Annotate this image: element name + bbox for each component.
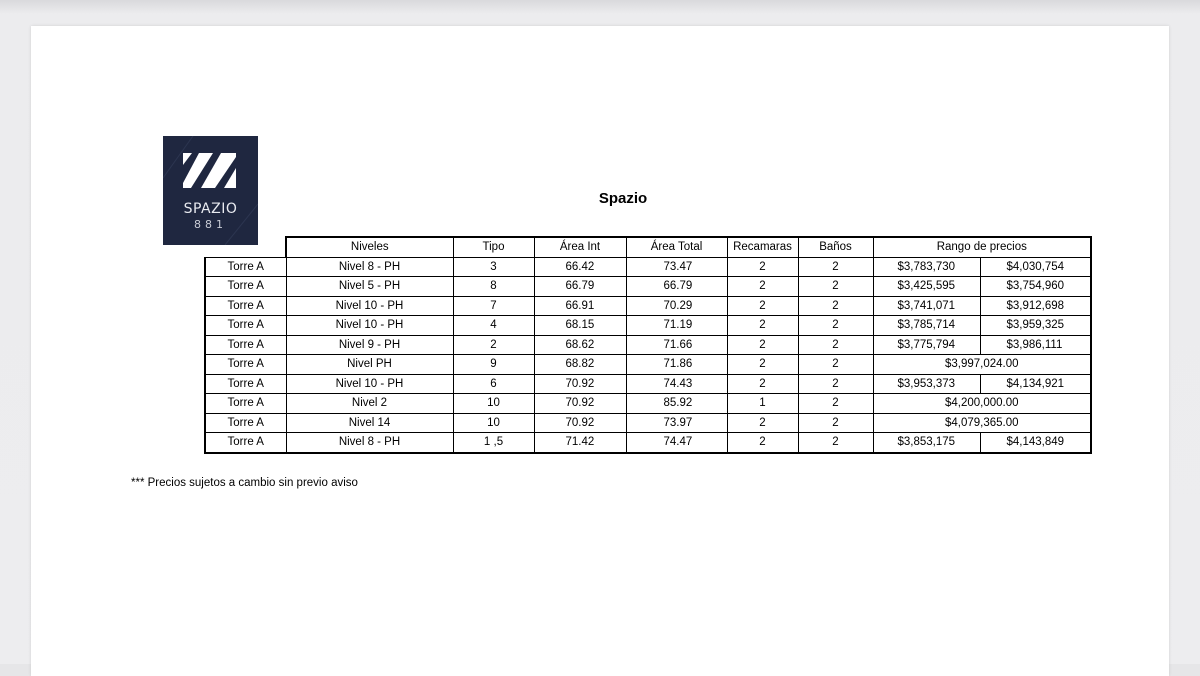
cell-area-total: 71.19	[626, 316, 727, 336]
cell-precio-min: $3,853,175	[873, 433, 980, 453]
cell-torre: Torre A	[205, 433, 286, 453]
table-header-row	[205, 237, 1091, 257]
cell-recamaras: 2	[727, 374, 798, 394]
cell-tipo: 9	[453, 355, 534, 375]
cell-area-int: 68.62	[534, 335, 626, 355]
cell-area-int: 66.91	[534, 296, 626, 316]
logo-wordmark: SPAZIO	[183, 201, 238, 217]
table-row	[205, 257, 1091, 277]
cell-banos: 2	[798, 277, 873, 297]
cell-tipo: 6	[453, 374, 534, 394]
cell-area-total: 70.29	[626, 296, 727, 316]
cell-area-total: 66.79	[626, 277, 727, 297]
cell-banos: 2	[798, 413, 873, 433]
cell-precio-min: $3,953,373	[873, 374, 980, 394]
cell-torre: Torre A	[205, 296, 286, 316]
document-title: Spazio	[598, 190, 648, 207]
cell-area-total: 74.43	[626, 374, 727, 394]
cell-banos: 2	[798, 316, 873, 336]
cell-precio-min: $3,741,071	[873, 296, 980, 316]
cell-area-total: 71.66	[626, 335, 727, 355]
cell-torre: Torre A	[205, 277, 286, 297]
cell-precio-min: $3,425,595	[873, 277, 980, 297]
cell-area-total: 73.97	[626, 413, 727, 433]
cell-precio-max: $3,959,325	[980, 316, 1091, 336]
cell-recamaras: 2	[727, 433, 798, 453]
cell-area-int: 70.92	[534, 374, 626, 394]
cell-banos: 2	[798, 335, 873, 355]
cell-precio-max: $3,986,111	[980, 335, 1091, 355]
header-banos: Baños	[798, 237, 873, 257]
cell-area-int: 66.42	[534, 257, 626, 277]
price-table	[204, 236, 1092, 454]
table-row	[205, 374, 1091, 394]
cell-area-total: 85.92	[626, 394, 727, 414]
cell-precio-max: $4,143,849	[980, 433, 1091, 453]
cell-precio-max: $3,912,698	[980, 296, 1091, 316]
cell-precio-unico: $4,079,365.00	[873, 413, 1091, 433]
header-niveles: Niveles	[286, 237, 453, 257]
cell-tipo: 10	[453, 394, 534, 414]
cell-tipo: 1 ,5	[453, 433, 534, 453]
cell-precio-unico: $3,997,024.00	[873, 355, 1091, 375]
cell-recamaras: 2	[727, 413, 798, 433]
cell-banos: 2	[798, 355, 873, 375]
cell-tipo: 2	[453, 335, 534, 355]
table-row	[205, 277, 1091, 297]
cell-area-int: 68.15	[534, 316, 626, 336]
cell-recamaras: 2	[727, 316, 798, 336]
cell-nivel: Nivel 8 - PH	[286, 433, 453, 453]
cell-banos: 2	[798, 374, 873, 394]
cell-recamaras: 2	[727, 257, 798, 277]
cell-torre: Torre A	[205, 374, 286, 394]
price-disclaimer: *** Precios sujetos a cambio sin previo aviso	[131, 477, 358, 489]
cell-precio-min: $3,775,794	[873, 335, 980, 355]
cell-nivel: Nivel 10 - PH	[286, 296, 453, 316]
cell-banos: 2	[798, 433, 873, 453]
cell-area-int: 68.82	[534, 355, 626, 375]
cell-tipo: 8	[453, 277, 534, 297]
table-row	[205, 335, 1091, 355]
cell-area-int: 70.92	[534, 413, 626, 433]
spazio-logo	[163, 136, 258, 245]
cell-torre: Torre A	[205, 335, 286, 355]
cell-torre: Torre A	[205, 413, 286, 433]
cell-precio-max: $3,754,960	[980, 277, 1091, 297]
cell-area-total: 74.47	[626, 433, 727, 453]
logo-number: 881	[194, 218, 227, 231]
cell-tipo: 3	[453, 257, 534, 277]
cell-area-total: 71.86	[626, 355, 727, 375]
cell-nivel: Nivel 2	[286, 394, 453, 414]
cell-torre: Torre A	[205, 355, 286, 375]
cell-recamaras: 2	[727, 296, 798, 316]
cell-precio-min: $3,785,714	[873, 316, 980, 336]
cell-torre: Torre A	[205, 394, 286, 414]
cell-area-int: 66.79	[534, 277, 626, 297]
cell-nivel: Nivel 10 - PH	[286, 316, 453, 336]
cell-area-int: 71.42	[534, 433, 626, 453]
cell-precio-min: $3,783,730	[873, 257, 980, 277]
cell-torre: Torre A	[205, 257, 286, 277]
cell-recamaras: 2	[727, 277, 798, 297]
cell-tipo: 4	[453, 316, 534, 336]
cell-nivel: Nivel 14	[286, 413, 453, 433]
cell-nivel: Nivel 9 - PH	[286, 335, 453, 355]
cell-precio-max: $4,030,754	[980, 257, 1091, 277]
cell-torre: Torre A	[205, 316, 286, 336]
table-row	[205, 316, 1091, 336]
table-row	[205, 433, 1091, 453]
cell-banos: 2	[798, 257, 873, 277]
cell-nivel: Nivel PH	[286, 355, 453, 375]
cell-banos: 2	[798, 394, 873, 414]
header-blank	[205, 237, 286, 257]
header-tipo: Tipo	[453, 237, 534, 257]
cell-area-int: 70.92	[534, 394, 626, 414]
cell-area-total: 73.47	[626, 257, 727, 277]
cell-banos: 2	[798, 296, 873, 316]
cell-precio-unico: $4,200,000.00	[873, 394, 1091, 414]
header-area-int: Área Int	[534, 237, 626, 257]
table-row	[205, 296, 1091, 316]
cell-nivel: Nivel 10 - PH	[286, 374, 453, 394]
table-row	[205, 413, 1091, 433]
cell-recamaras: 1	[727, 394, 798, 414]
cell-nivel: Nivel 5 - PH	[286, 277, 453, 297]
cell-recamaras: 2	[727, 355, 798, 375]
cell-precio-max: $4,134,921	[980, 374, 1091, 394]
cell-recamaras: 2	[727, 335, 798, 355]
cell-tipo: 10	[453, 413, 534, 433]
table-row	[205, 394, 1091, 414]
cell-nivel: Nivel 8 - PH	[286, 257, 453, 277]
header-rango-precios: Rango de precios	[873, 237, 1091, 257]
header-recamaras: Recamaras	[727, 237, 798, 257]
table-row	[205, 355, 1091, 375]
cell-tipo: 7	[453, 296, 534, 316]
header-area-total: Área Total	[626, 237, 727, 257]
